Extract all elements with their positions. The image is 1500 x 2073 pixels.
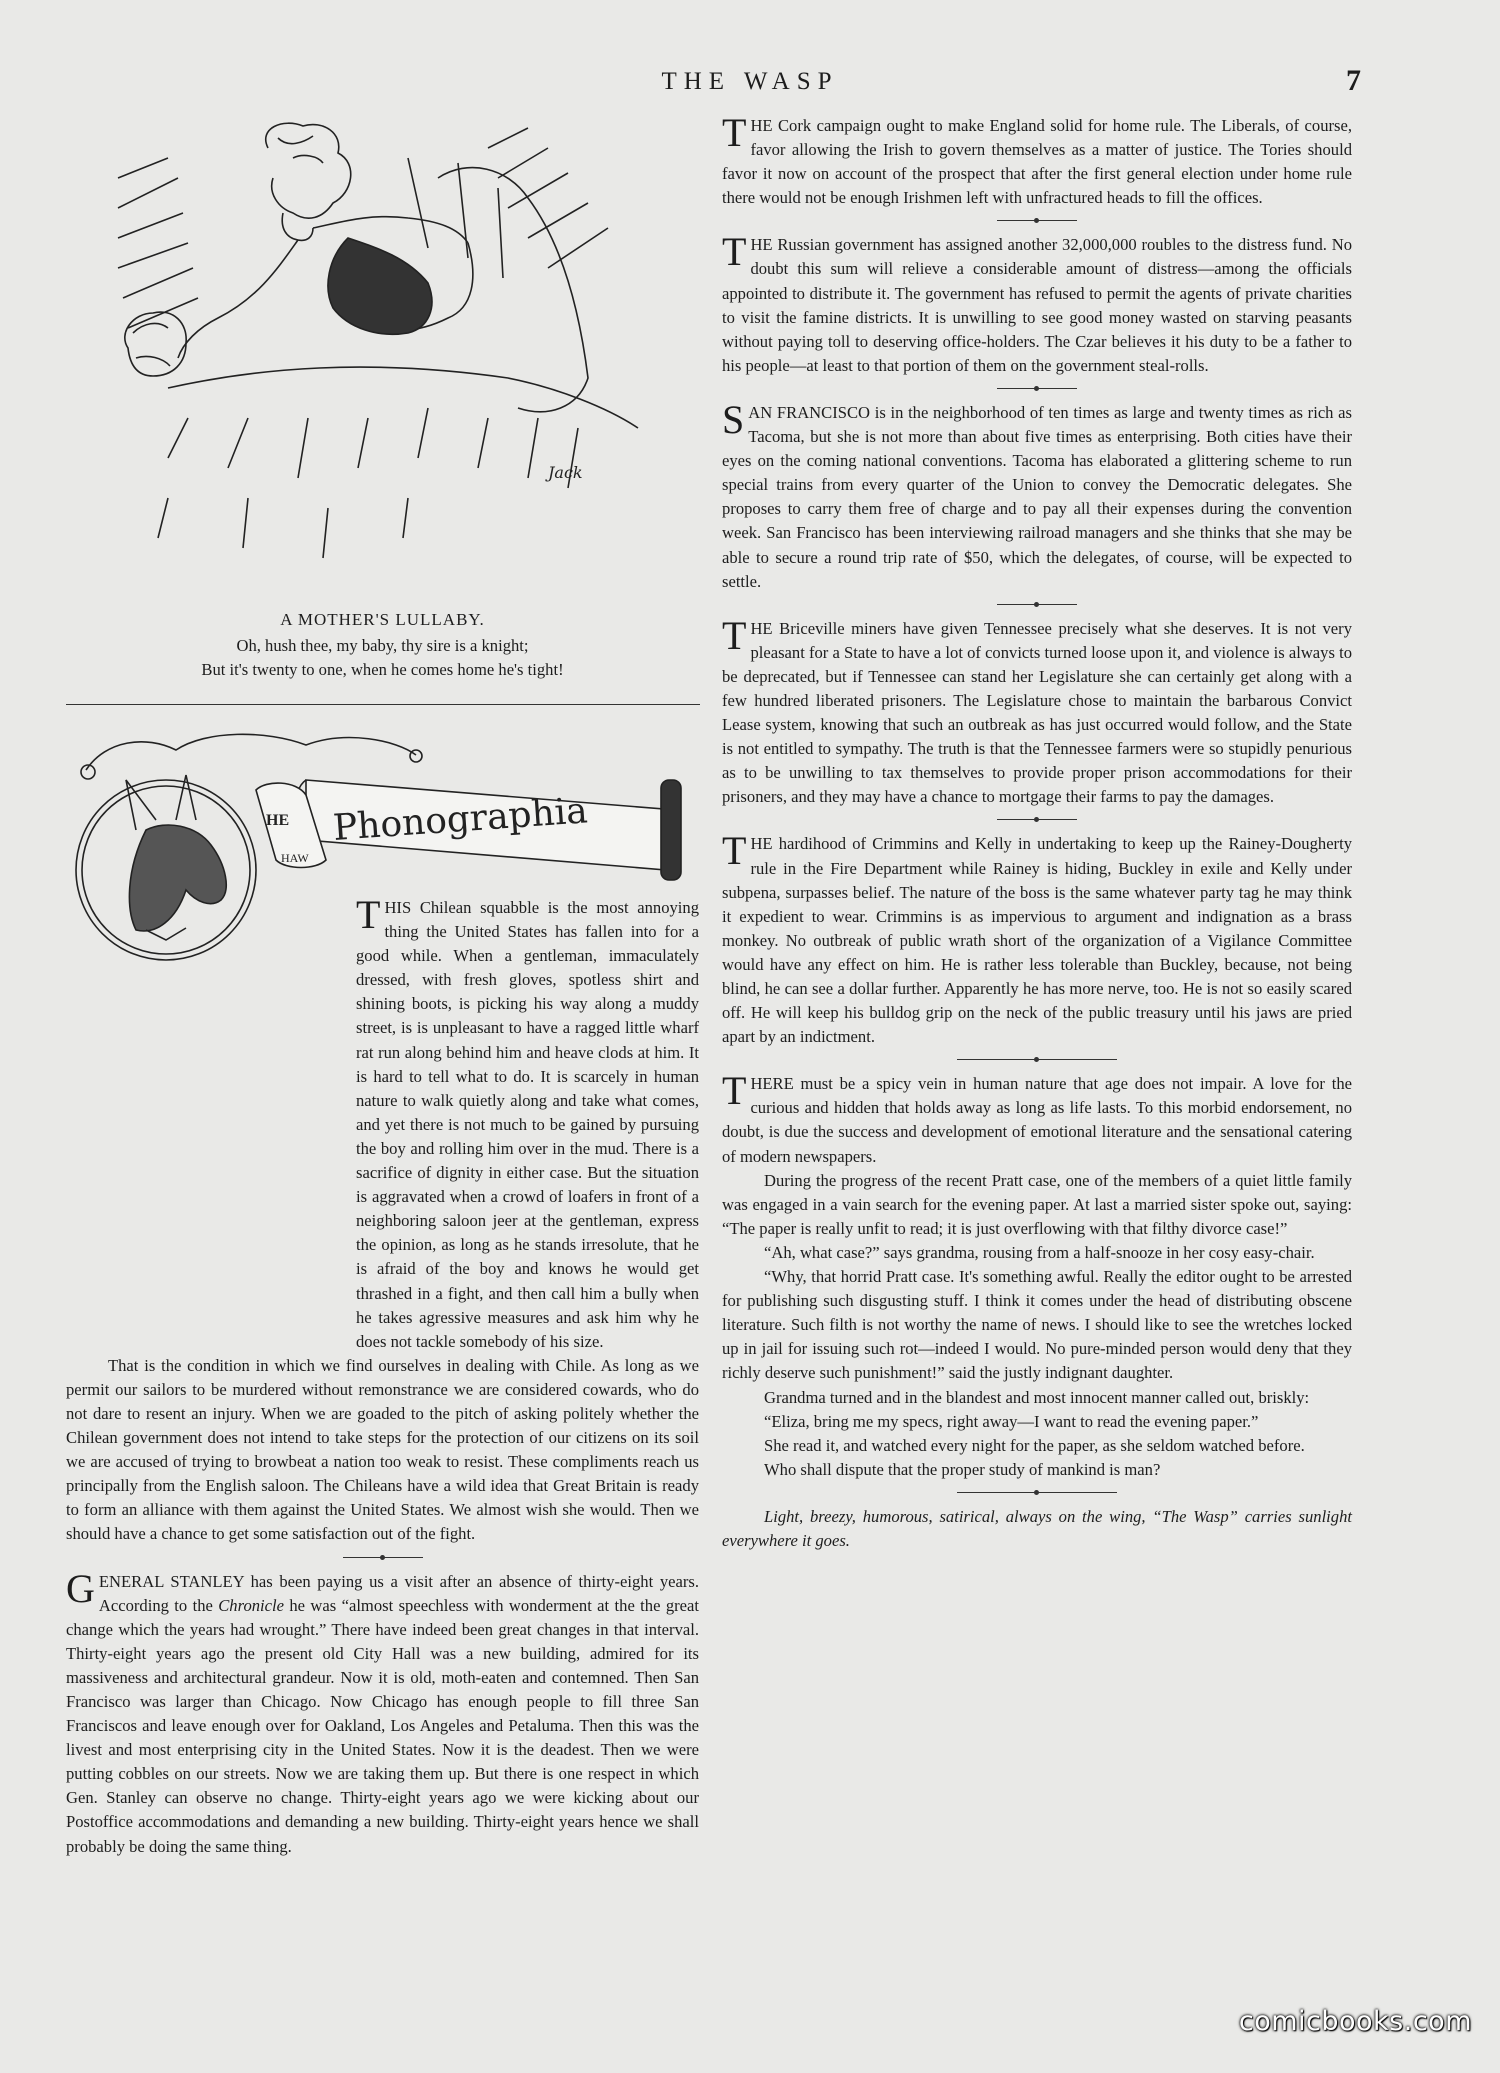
banner-title: Phonographia: [331, 790, 589, 849]
chile-opening-block: [66, 892, 699, 1354]
stanley-paragraph: [66, 1565, 699, 1859]
drop-cap: T: [722, 110, 747, 155]
spicy-paragraph-8: Who shall dispute that the proper study of mankind is man?: [764, 1459, 1161, 1479]
spicy-paragraph: HERE must be a spicy vein in human nature that age does not impair. A love for the curious and hidden that holds away as long as life lasts. To this morbid endorsement, no doubt, is due the success and development of emotional literature and the sensational catering of modern newspapers.: [722, 1074, 1352, 1166]
article-rule: [997, 604, 1077, 605]
chile-paragraph: HIS Chilean squabble is the most annoying thing the United States has fallen into for a good while. When a gentleman, immaculately dressed, with fresh gloves, spotless shirt and shining boots, is picking his way along a muddy street, is is unpleasant to have a ragged little wharf rat run along behind him and heave clods at him. It is hard to tell what to do. It is scarcely in human nature to walk quietly along and take what comes, and yet there is not much to be gained by pursuing the boy and rolling him over in the mud. There is a sacrifice of dignity in either case. But the situation is aggravated when a crowd of loafers in front of a neighboring saloon jeer at the gentleman, express the opinion, as long as he stands irresolute, that he is afraid of the boy and knows he would get thrashed in a fight, and then call him a bully when he takes agressive measures and ask him why he does not tackle somebody of his size.: [356, 898, 699, 1351]
russian-paragraph: HE Russian government has assigned another 32,000,000 roubles to the distress fund. No doubt this sum will relieve a considerable amount of distress—among the officials appointed to distribute it. The government has refused to permit the agents of private charities to visit the famine districts. It is unwilling to see good money wasted on starving peasants without paying toll to deserving office-holders. The Czar believes it his duty to be a father to his people—at least to that portion of them on the government steal-rolls.: [722, 235, 1352, 375]
article-stanley: [66, 1565, 699, 1859]
crimmins-paragraph: HE hardihood of Crimmins and Kelly in undertaking to keep up the Rainey-Dougherty rule in the Fire Department while Rainey is hiding, Buckley in exile and Kelly under subpena, surpasses belief. The nature of the boss is the same whatever party tag he may think it expedient to wear. Crimmins is as impervious to argument and indignation as a brass monkey. No outbreak of public wrath short of the organization of a Vigilance Committee would have any effect on him. He is rather less tolerable than Buckley, because, not being blind, he can see a dollar further. Apparently he has more nerve, too. He is not so easily scared off. He will keep his bulldog grip on the neck of the public treasury until his jaws are pried apart by an indictment.: [722, 834, 1352, 1047]
drop-cap: T: [722, 612, 747, 658]
caption-title: A MOTHER'S LULLABY.: [280, 610, 485, 629]
article-crimmins: [722, 828, 1352, 1049]
spicy-paragraph-5: Grandma turned and in the blandest and most innocent manner called out, briskly:: [764, 1387, 1310, 1407]
wasp-tagline: Light, breezy, humorous, satirical, always on the wing, “The Wasp” carries sunlight everywhere it goes.: [722, 1506, 1352, 1550]
caption-line: Oh, hush thee, my baby, thy sire is a knight;: [236, 636, 529, 655]
article-spicy-vein: [722, 1068, 1352, 1482]
article-rule: [997, 819, 1077, 820]
article-cork: [722, 110, 1352, 210]
drop-cap: T: [722, 828, 747, 874]
spicy-paragraph-3: “Ah, what case?” says grandma, rousing from a half-snooze in her cosy easy-chair.: [764, 1242, 1315, 1262]
drop-cap: S: [722, 396, 745, 442]
article-rule: [997, 220, 1077, 221]
article-rule: [343, 1557, 423, 1558]
right-column: [722, 110, 1352, 1553]
drop-cap: T: [356, 892, 381, 937]
watermark: comicbooks.com: [1238, 2006, 1472, 2037]
section-divider: [66, 704, 700, 705]
article-chile: [66, 892, 699, 1547]
stanley-text-rest: he was “almost speechless with wonderment at the the great change which the years had wrought.” There have indeed been great changes in that interval. Thirty-eight years ago the present old City Hall was a new building, admired for its massiveness and architectural grandeur. Now it is old, moth-eaten and contemned. Then San Francisco was larger than Chicago. Now Chicago has enough people to fill three San Franciscos and leave enough over for Oakland, Los Angeles and Petaluma. Then this was the livest and most enterprising city in the United States. Now it is the deadest. Then we were putting cobbles on our streets. Now we are taking them up. But there is one respect in which Gen. Stanley can observe no change. Thirty-eight years ago we were kicking about our Postoffice accommodations and demanding a new building. Thirty-eight years hence we shall probably be doing the same thing.: [66, 1595, 699, 1856]
caption-line: But it's twenty to one, when he comes home he's tight!: [201, 660, 564, 679]
san-francisco-paragraph: AN FRANCISCO is in the neighborhood of ten times as large and twenty times as rich as Tacoma, but she is not more than about five times as enterprising. Both cities have their eyes on the coming national conventions. Tacoma has elaborated a glittering scheme to run special trains from every quarter of the Union to convey the Democratic delegates. She proposes to carry them free of charge and to pay all their expenses during the convention week. San Francisco has been interviewing railroad managers and she thinks that she may be able to secure a round trip rate of $50, which the delegates, of course, will be expected to settle.: [722, 402, 1352, 591]
article-rule: [957, 1059, 1117, 1060]
banner-he: HE: [266, 812, 290, 829]
briceville-paragraph: HE Briceville miners have given Tennessee precisely what she deserves. It is not very pleasant for a State to have a lot of convicts turned loose upon it, and violence is always to be deprecated, but if Tennessee can stand her Legislature she can certainly get along with a few hundred liberated prisoners. The Legislature chose to maintain the barbarous Convict Lease system, knowing that such an outbreak as has just occurred would follow, and the State is not entitled to sympathy. The truth is that the Tennessee farmers were so stupidly penurious as to be unwilling to tax themselves to provide proper prison accommodations for their prisoners, and they may have a chance to mortgage their farms to pay the damages.: [722, 618, 1352, 807]
left-column: [66, 892, 699, 1869]
drop-cap: G: [66, 1565, 95, 1611]
spicy-paragraph-4: “Why, that horrid Pratt case. It's something awful. Really the editor ought to be arrested for publishing such disgusting stuff. I think it comes under the head of distributing obscene literature. Such filth is not worthy the name of news. I should like to see the wretches locked up in jail for issuing such rot—indeed I would. No pure-minded person would deny that they richly deserve such punishment!” said the justly indignant daughter.: [722, 1267, 1352, 1383]
cork-paragraph: HE Cork campaign ought to make England solid for home rule. The Liberals, of course, favor allowing the Irish to govern themselves as a matter of justice. The Tories should favor it now on account of the prospect that after the first general election under home rule there would not be enough Irishmen left with unfractured heads to fill the offices.: [722, 116, 1352, 208]
spicy-paragraph-2: During the progress of the recent Pratt case, one of the members of a quiet little family was engaged in a vain search for the evening paper. At last a married sister spoke out, saying: “The paper is really unfit to read; it is just overflowing with that filthy divorce case!”: [722, 1170, 1352, 1238]
chronicle-title: Chronicle: [218, 1595, 284, 1615]
article-rule: [957, 1492, 1117, 1493]
page-header: THE WASP: [661, 68, 839, 95]
article-san-francisco: [722, 396, 1352, 594]
article-briceville: [722, 612, 1352, 810]
page-number: 7: [1346, 64, 1361, 97]
stanley-text: ENERAL STANLEY has been paying us a visit after an absence of thirty-eight years. According to the: [98, 1571, 699, 1615]
drop-cap: T: [722, 229, 747, 275]
article-rule: [997, 388, 1077, 389]
spicy-paragraph-6: “Eliza, bring me my specs, right away—I want to read the evening paper.”: [764, 1411, 1259, 1431]
article-russian: [722, 229, 1352, 378]
mothers-lullaby-illustration: [108, 118, 668, 598]
artist-signature: Jack: [548, 463, 583, 482]
drop-cap: T: [722, 1068, 747, 1114]
banner-haw: HAW: [281, 851, 309, 865]
chile-paragraph-2: That is the condition in which we find ourselves in dealing with Chile. As long as we permit our sailors to be murdered without remonstrance we are considered cowards, who do not dare to resent an injury. When we are goaded to the pitch of asking politely whether the Chilean government does not intend to take steps for the protection of our citizens on its soil we are accused of trying to browbeat a nation too weak to resist. These compliments reach us principally from the English saloon. The Chileans have a wild idea that Great Britain is ready to form an alliance with them against the United States. We almost wish she would. Then we should have a chance to get some satisfaction out of the fight.: [66, 1355, 699, 1544]
illustration-caption: [66, 610, 699, 682]
spicy-paragraph-7: She read it, and watched every night for the paper, as she seldom watched before.: [764, 1435, 1305, 1455]
